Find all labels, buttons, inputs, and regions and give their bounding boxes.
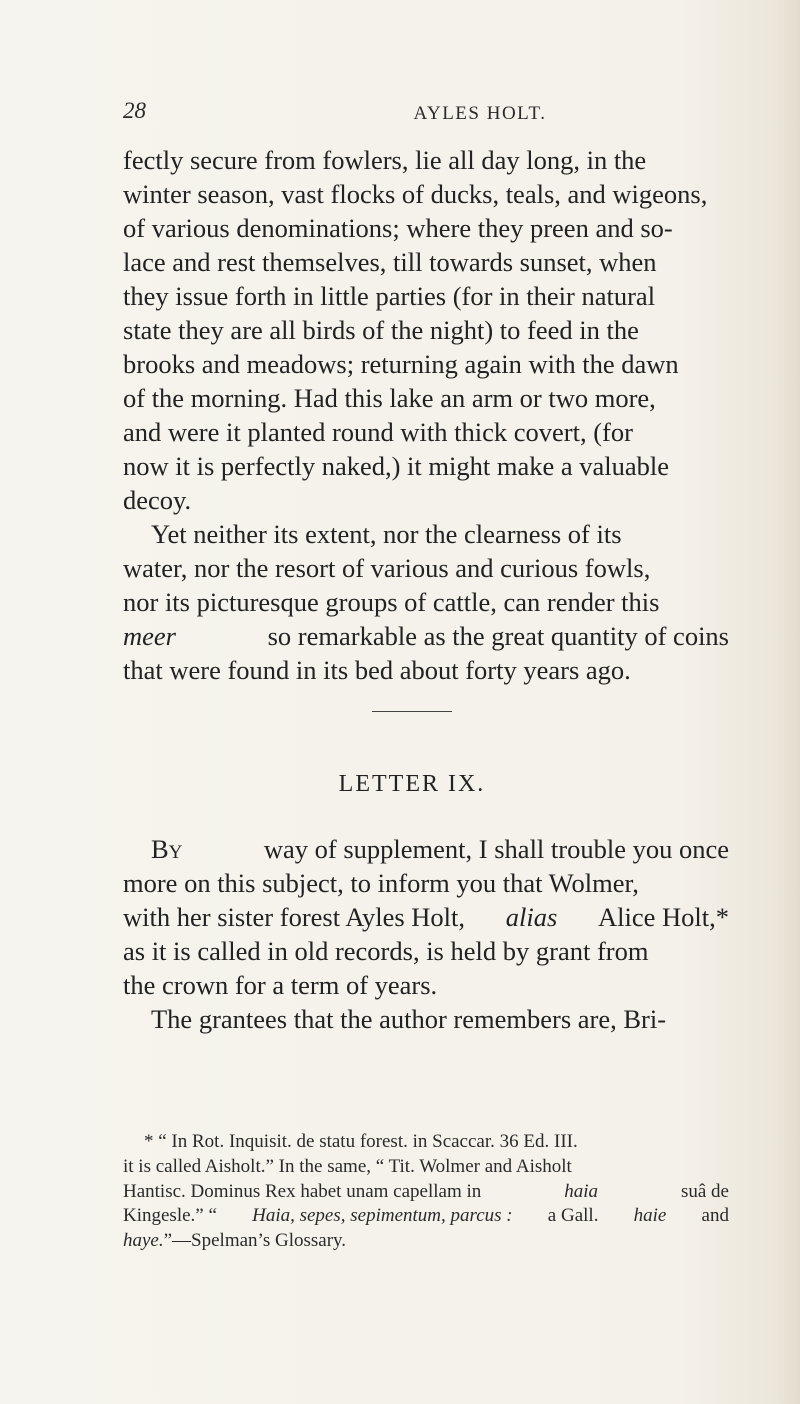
text-line-content: The grantees that the author remembers are, Bri- [151,1004,667,1034]
text-line [123,832,729,866]
text-line [123,313,729,347]
text-line-content: state they are all birds of the night) to feed in the [123,315,639,345]
italic-word: haia [564,1180,599,1202]
text-line [123,347,729,381]
footnote-line [123,1130,729,1155]
text-line [123,449,729,483]
text-line-content: as it is called in old records, is held by grant from [123,936,649,966]
text-line-content: now it is perfectly naked,) it might make a valuable [123,451,670,481]
italic-word: meer [123,621,176,651]
text-line-content: so remarkable as the great quantity of coins [267,621,729,651]
footnote-text: suâ de [680,1180,729,1202]
text-line-content: Yet neither its extent, nor the clearness of its [151,519,622,549]
section-divider [372,711,452,712]
text-line [123,517,729,551]
text-line-content: winter season, vast flocks of ducks, teals, and wigeons, [123,179,708,209]
text-line-content: more on this subject, to inform you that Wolmer, [123,868,639,898]
footnote-line [123,1229,729,1254]
text-line-content: the crown for a term of years. [123,970,438,1000]
italic-word: haye. [123,1230,164,1252]
text-line-content: they issue forth in little parties (for in their natural [123,281,656,311]
footnote-text: Hantisc. Dominus Rex habet unam capellam in [123,1180,482,1202]
page-number: 28 [123,98,146,123]
running-title: AYLES HOLT. [413,103,547,124]
italic-phrase: Haia, sepes, sepimentum, parcus : [252,1205,513,1227]
text-line-content: nor its picturesque groups of cattle, can render this [123,587,660,617]
letter-body [123,832,729,1036]
text-line [123,381,729,415]
footnote-line [123,1180,729,1205]
text-line-content: decoy. [123,485,192,515]
text-line-content: and were it planted round with thick covert, (for [123,417,633,447]
footnote-text: ”—Spelman’s Glossary. [163,1230,347,1252]
text-line-content: lace and rest themselves, till towards sunset, when [123,247,657,277]
text-line [123,177,729,211]
text-line [123,211,729,245]
text-line [123,245,729,279]
text-line-content: Alice Holt,* [598,902,729,932]
text-line [123,415,729,449]
text-line [123,653,729,687]
footnote-text: it is called Aisholt.” In the same, “ Tit. Wolmer and Aisholt [123,1155,572,1177]
text-line-content: way of supplement, I shall trouble you once [263,834,729,864]
text-line [123,279,729,313]
small-caps-opening: By [151,834,183,864]
footnote-text: Kingesle.” “ [123,1205,217,1227]
paragraph-coins-lake [123,143,729,687]
footnote [123,1130,729,1254]
text-line-content: of the morning. Had this lake an arm or two more, [123,383,656,413]
footnote-text: and [701,1205,729,1227]
text-line [123,900,729,934]
text-line [123,551,729,585]
text-line-content: fectly secure from fowlers, lie all day long, in the [123,145,647,175]
footnote-line [123,1155,729,1180]
italic-word: haie [633,1205,667,1227]
text-line-content: that were found in its bed about forty years ago. [123,655,631,685]
text-line-content: water, nor the resort of various and curious fowls, [123,553,651,583]
text-line [123,483,729,517]
italic-word: alias [505,902,558,932]
text-line [123,143,729,177]
text-line [123,866,729,900]
footnote-line [123,1204,729,1229]
text-line [123,1002,729,1036]
footnote-text: * “ In Rot. Inquisit. de statu forest. in Scaccar. 36 Ed. III. [144,1131,578,1152]
text-line [123,585,729,619]
footnote-text: a Gall. [547,1205,599,1227]
text-line [123,968,729,1002]
text-line-content: with her sister forest Ayles Holt, [123,902,466,932]
text-line [123,619,729,653]
letter-heading: LETTER IX. [338,771,486,797]
text-line [123,934,729,968]
text-line-content: of various denominations; where they preen and so- [123,213,673,243]
text-line-content: brooks and meadows; returning again with the dawn [123,349,679,379]
